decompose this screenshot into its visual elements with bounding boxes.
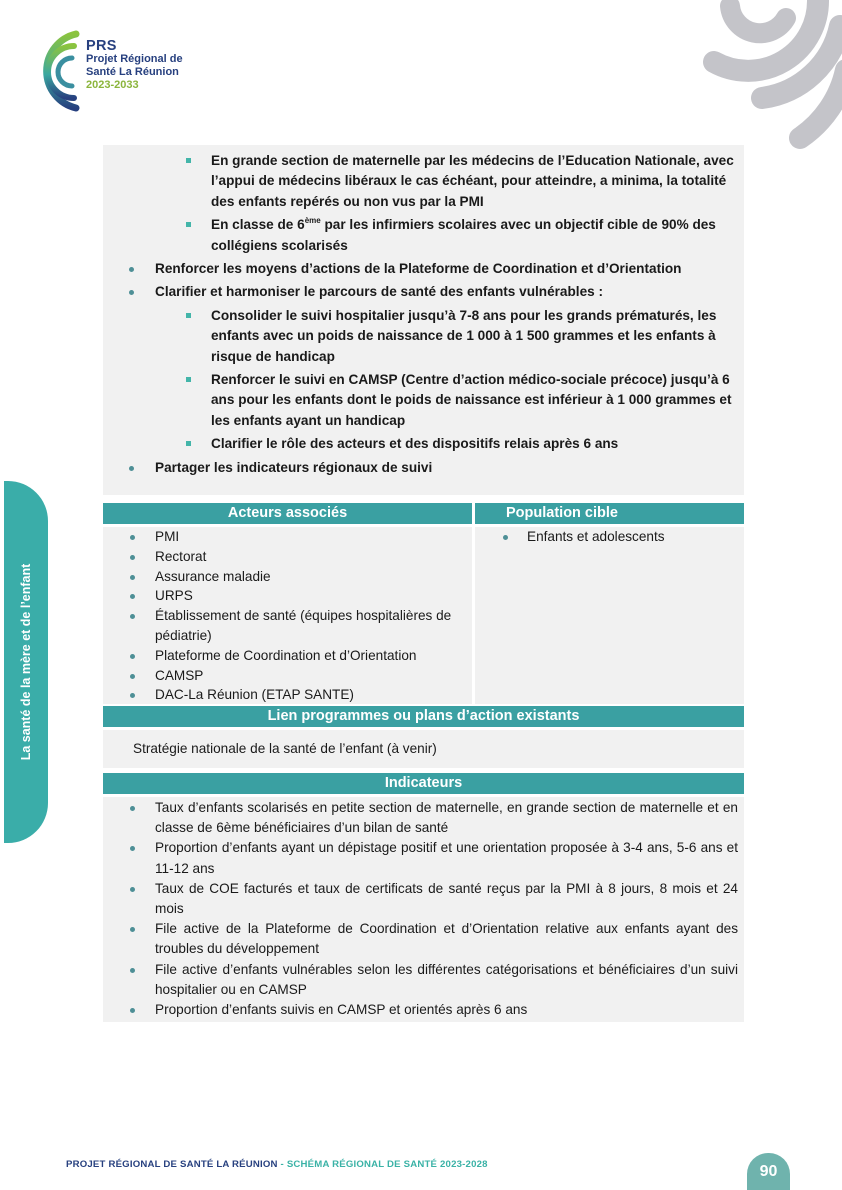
- action-item: Clarifier le rôle des acteurs et des dispositifs relais après 6 ans: [103, 434, 738, 454]
- prs-arcs-icon: [24, 30, 84, 112]
- indicator-item: Proportion d’enfants suivis en CAMSP et orientés après 6 ans: [103, 1000, 738, 1020]
- square-bullet-icon: [186, 313, 191, 318]
- round-bullet-icon: [130, 594, 135, 599]
- actor-item: DAC-La Réunion (ETAP SANTE): [103, 685, 472, 705]
- action-item: Consolider le suivi hospitalier jusqu’à 7-8 ans pour les grands prématurés, les enfants avec un poids de naissance de 1 000 à 1 500 grammes et les enfants à risque de handicap: [103, 306, 738, 367]
- actor-item: URPS: [103, 586, 472, 606]
- indicators-header: Indicateurs: [103, 773, 744, 794]
- square-bullet-icon: [186, 222, 191, 227]
- chapter-side-tab: [4, 481, 48, 843]
- indicators-header-row: [103, 773, 744, 794]
- indicator-item: Proportion d’enfants ayant un dépistage positif et une orientation proposée à 3-4 ans, 5-6 ans et 11-12 ans: [103, 838, 738, 878]
- population-item: Enfants et adolescents: [475, 527, 744, 547]
- action-item: En classe de 6ème par les infirmiers scolaires avec un objectif cible de 90% des collégiens scolarisés: [103, 215, 738, 256]
- actors-header: Acteurs associés: [103, 503, 472, 524]
- logo-line-1: Projet Régional de: [86, 53, 183, 65]
- round-bullet-icon: [130, 575, 135, 580]
- footer-separator: -: [277, 1159, 287, 1170]
- square-bullet-icon: [186, 441, 191, 446]
- plans-header: Lien programmes ou plans d’action existants: [103, 706, 744, 727]
- population-header: Population cible: [475, 503, 744, 524]
- table-row: [103, 527, 744, 704]
- main-content: [103, 145, 744, 1022]
- indicator-item: File active d’enfants vulnérables selon les différentes catégorisations et bénéficiaires d’un suivi hospitalier ou en CAMSP: [103, 960, 738, 1000]
- logo-acronym: PRS: [86, 38, 117, 54]
- round-bullet-icon: [503, 535, 508, 540]
- round-bullet-icon: [129, 267, 134, 272]
- table-header-row: [103, 503, 744, 524]
- indicators-cell: [103, 797, 744, 1022]
- action-item: Renforcer les moyens d’actions de la Plateforme de Coordination et d’Orientation: [103, 259, 738, 279]
- actor-item: Plateforme de Coordination et d’Orientation: [103, 646, 472, 666]
- round-bullet-icon: [130, 674, 135, 679]
- round-bullet-icon: [130, 968, 135, 973]
- round-bullet-icon: [129, 466, 134, 471]
- square-bullet-icon: [186, 377, 191, 382]
- indicator-item: Taux d’enfants scolarisés en petite section de maternelle, en grande section de maternelle et en classe de 6ème bénéficiaires d’un bilan de santé: [103, 798, 738, 838]
- round-bullet-icon: [130, 806, 135, 811]
- indicator-item: File active de la Plateforme de Coordination et d’Orientation relative aux enfants ayant des troubles du développement: [103, 919, 738, 959]
- logo-line-2: Santé La Réunion: [86, 66, 179, 78]
- actors-cell: [103, 527, 472, 704]
- footer-schema: SCHÉMA RÉGIONAL DE SANTÉ 2023-2028: [286, 1159, 488, 1170]
- round-bullet-icon: [130, 693, 135, 698]
- action-item: En grande section de maternelle par les médecins de l’Education Nationale, avec l’appui de médecins libéraux le cas échéant, pour atteindre, a minima, la totalité des enfants repérés ou non vus par la PMI: [103, 151, 738, 212]
- chapter-label: La santé de la mère et de l’enfant: [19, 563, 33, 761]
- population-cell: [475, 527, 744, 704]
- actor-item: CAMSP: [103, 666, 472, 686]
- actor-item: PMI: [103, 527, 472, 547]
- round-bullet-icon: [130, 555, 135, 560]
- round-bullet-icon: [129, 290, 134, 295]
- prs-logo: [24, 30, 224, 112]
- logo-years: 2023-2033: [86, 79, 139, 91]
- action-item: Partager les indicateurs régionaux de suivi: [103, 458, 738, 478]
- round-bullet-icon: [130, 535, 135, 540]
- indicator-item: Taux de COE facturés et taux de certificats de santé reçus par la PMI à 8 jours, 8 mois et 24 mois: [103, 879, 738, 919]
- actor-item: Rectorat: [103, 547, 472, 567]
- round-bullet-icon: [130, 654, 135, 659]
- page-number-badge: 90: [747, 1153, 790, 1190]
- actor-item: Assurance maladie: [103, 567, 472, 587]
- plans-header-row: [103, 706, 744, 727]
- round-bullet-icon: [130, 846, 135, 851]
- round-bullet-icon: [130, 614, 135, 619]
- round-bullet-icon: [130, 927, 135, 932]
- plans-text: Stratégie nationale de la santé de l’enfant (à venir): [103, 730, 744, 768]
- round-bullet-icon: [130, 887, 135, 892]
- actions-block: [103, 145, 744, 495]
- footer-project: PROJET RÉGIONAL DE SANTÉ LA RÉUNION: [66, 1159, 278, 1170]
- actor-item: Établissement de santé (équipes hospitalières de pédiatrie): [103, 606, 472, 646]
- action-item: Renforcer le suivi en CAMSP (Centre d’action médico-sociale précoce) jusqu’à 6 ans pour les enfants dont le poids de naissance est inférieur à 1 000 grammes et les enfants ayant un handicap: [103, 370, 738, 431]
- summary-table: [103, 503, 744, 1022]
- decorative-arcs-icon: [700, 0, 842, 160]
- round-bullet-icon: [130, 1008, 135, 1013]
- page-footer: [66, 1159, 488, 1170]
- action-item: Clarifier et harmoniser le parcours de santé des enfants vulnérables :: [103, 282, 738, 302]
- square-bullet-icon: [186, 158, 191, 163]
